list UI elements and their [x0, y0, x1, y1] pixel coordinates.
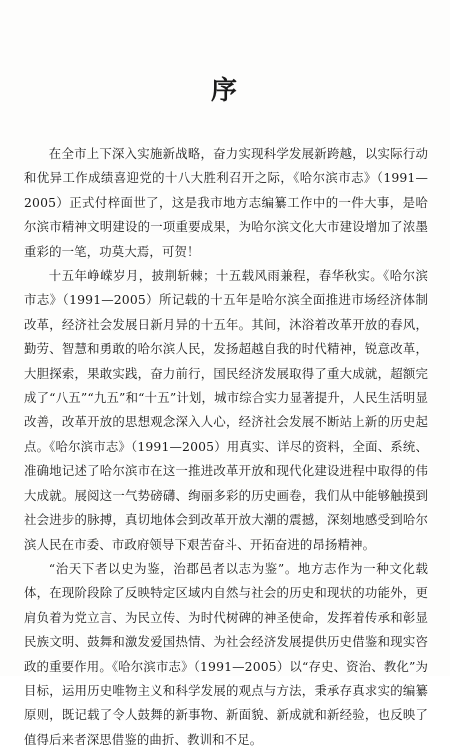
paragraph: 十五年峥嵘岁月，披荆斩棘；十五载风雨兼程，春华秋实。《哈尔滨市志》（1991—2005）所记载的十五年是哈尔滨全面推进市场经济体制改革，经济社会发展日新月异的十五年。其间，沐浴着改革开放的春风，勤劳、智慧和勇敢的哈尔滨人民，发扬超越自我的时代精神，锐意改革，大胆探索，果敢实践，奋力前行，国民经济发展取得了重大成就，超额完成了“八五”“九五”和“十五”计划，城市综合实力显著提升，人民生活明显改善，改革开放的思想观念深入人心，经济社会发展不断站上新的历史起点。《哈尔滨市志》（1991—2005）用真实、详尽的资料，全面、系统、准确地记述了哈尔滨市在这一推进改革开放和现代化建设进程中取得的伟大成就。展阅这一气势磅礴、绚丽多彩的历史画卷，我们从中能够触摸到社会进步的脉搏，真切地体会到改革开放大潮的震撼，深刻地感受到哈尔滨人民在市委、市政府领导下艰苦奋斗、开拓奋进的昂扬精神。: [24, 268, 428, 552]
preface-body: [24, 142, 428, 752]
paragraph: 在全市上下深入实施新战略，奋力实现科学发展新跨越，以实际行动和优异工作成绩喜迎党的十八大胜利召开之际，《哈尔滨市志》（1991—2005）正式付梓面世了，这是我市地方志编纂工作中的一件大事，是哈尔滨市精神文明建设的一项重要成果，为哈尔滨文化大市建设增加了浓墨重彩的一笔，功莫大焉，可贺！: [24, 146, 428, 259]
page-title: 序: [210, 76, 239, 106]
paragraph: “治天下者以史为鉴，治郡邑者以志为鉴”。地方志作为一种文化载体，在现阶段除了反映特定区域内自然与社会的历史和现状的功能外，更肩负着为党立言、为民立传、为时代树碑的神圣使命，发挥着传承和彰显民族文明、鼓舞和激发爱国热情、为社会经济发展提供历史借鉴和现实咨政的重要作用。《哈尔滨市志》（1991—2005）以“存史、资治、教化”为目标，运用历史唯物主义和科学发展的观点与方法，秉承存真求实的编纂原则，既记载了令人鼓舞的新事物、新面貌、新成就和新经验，也反映了值得后来者深思借鉴的曲折、教训和不足。: [24, 560, 428, 747]
